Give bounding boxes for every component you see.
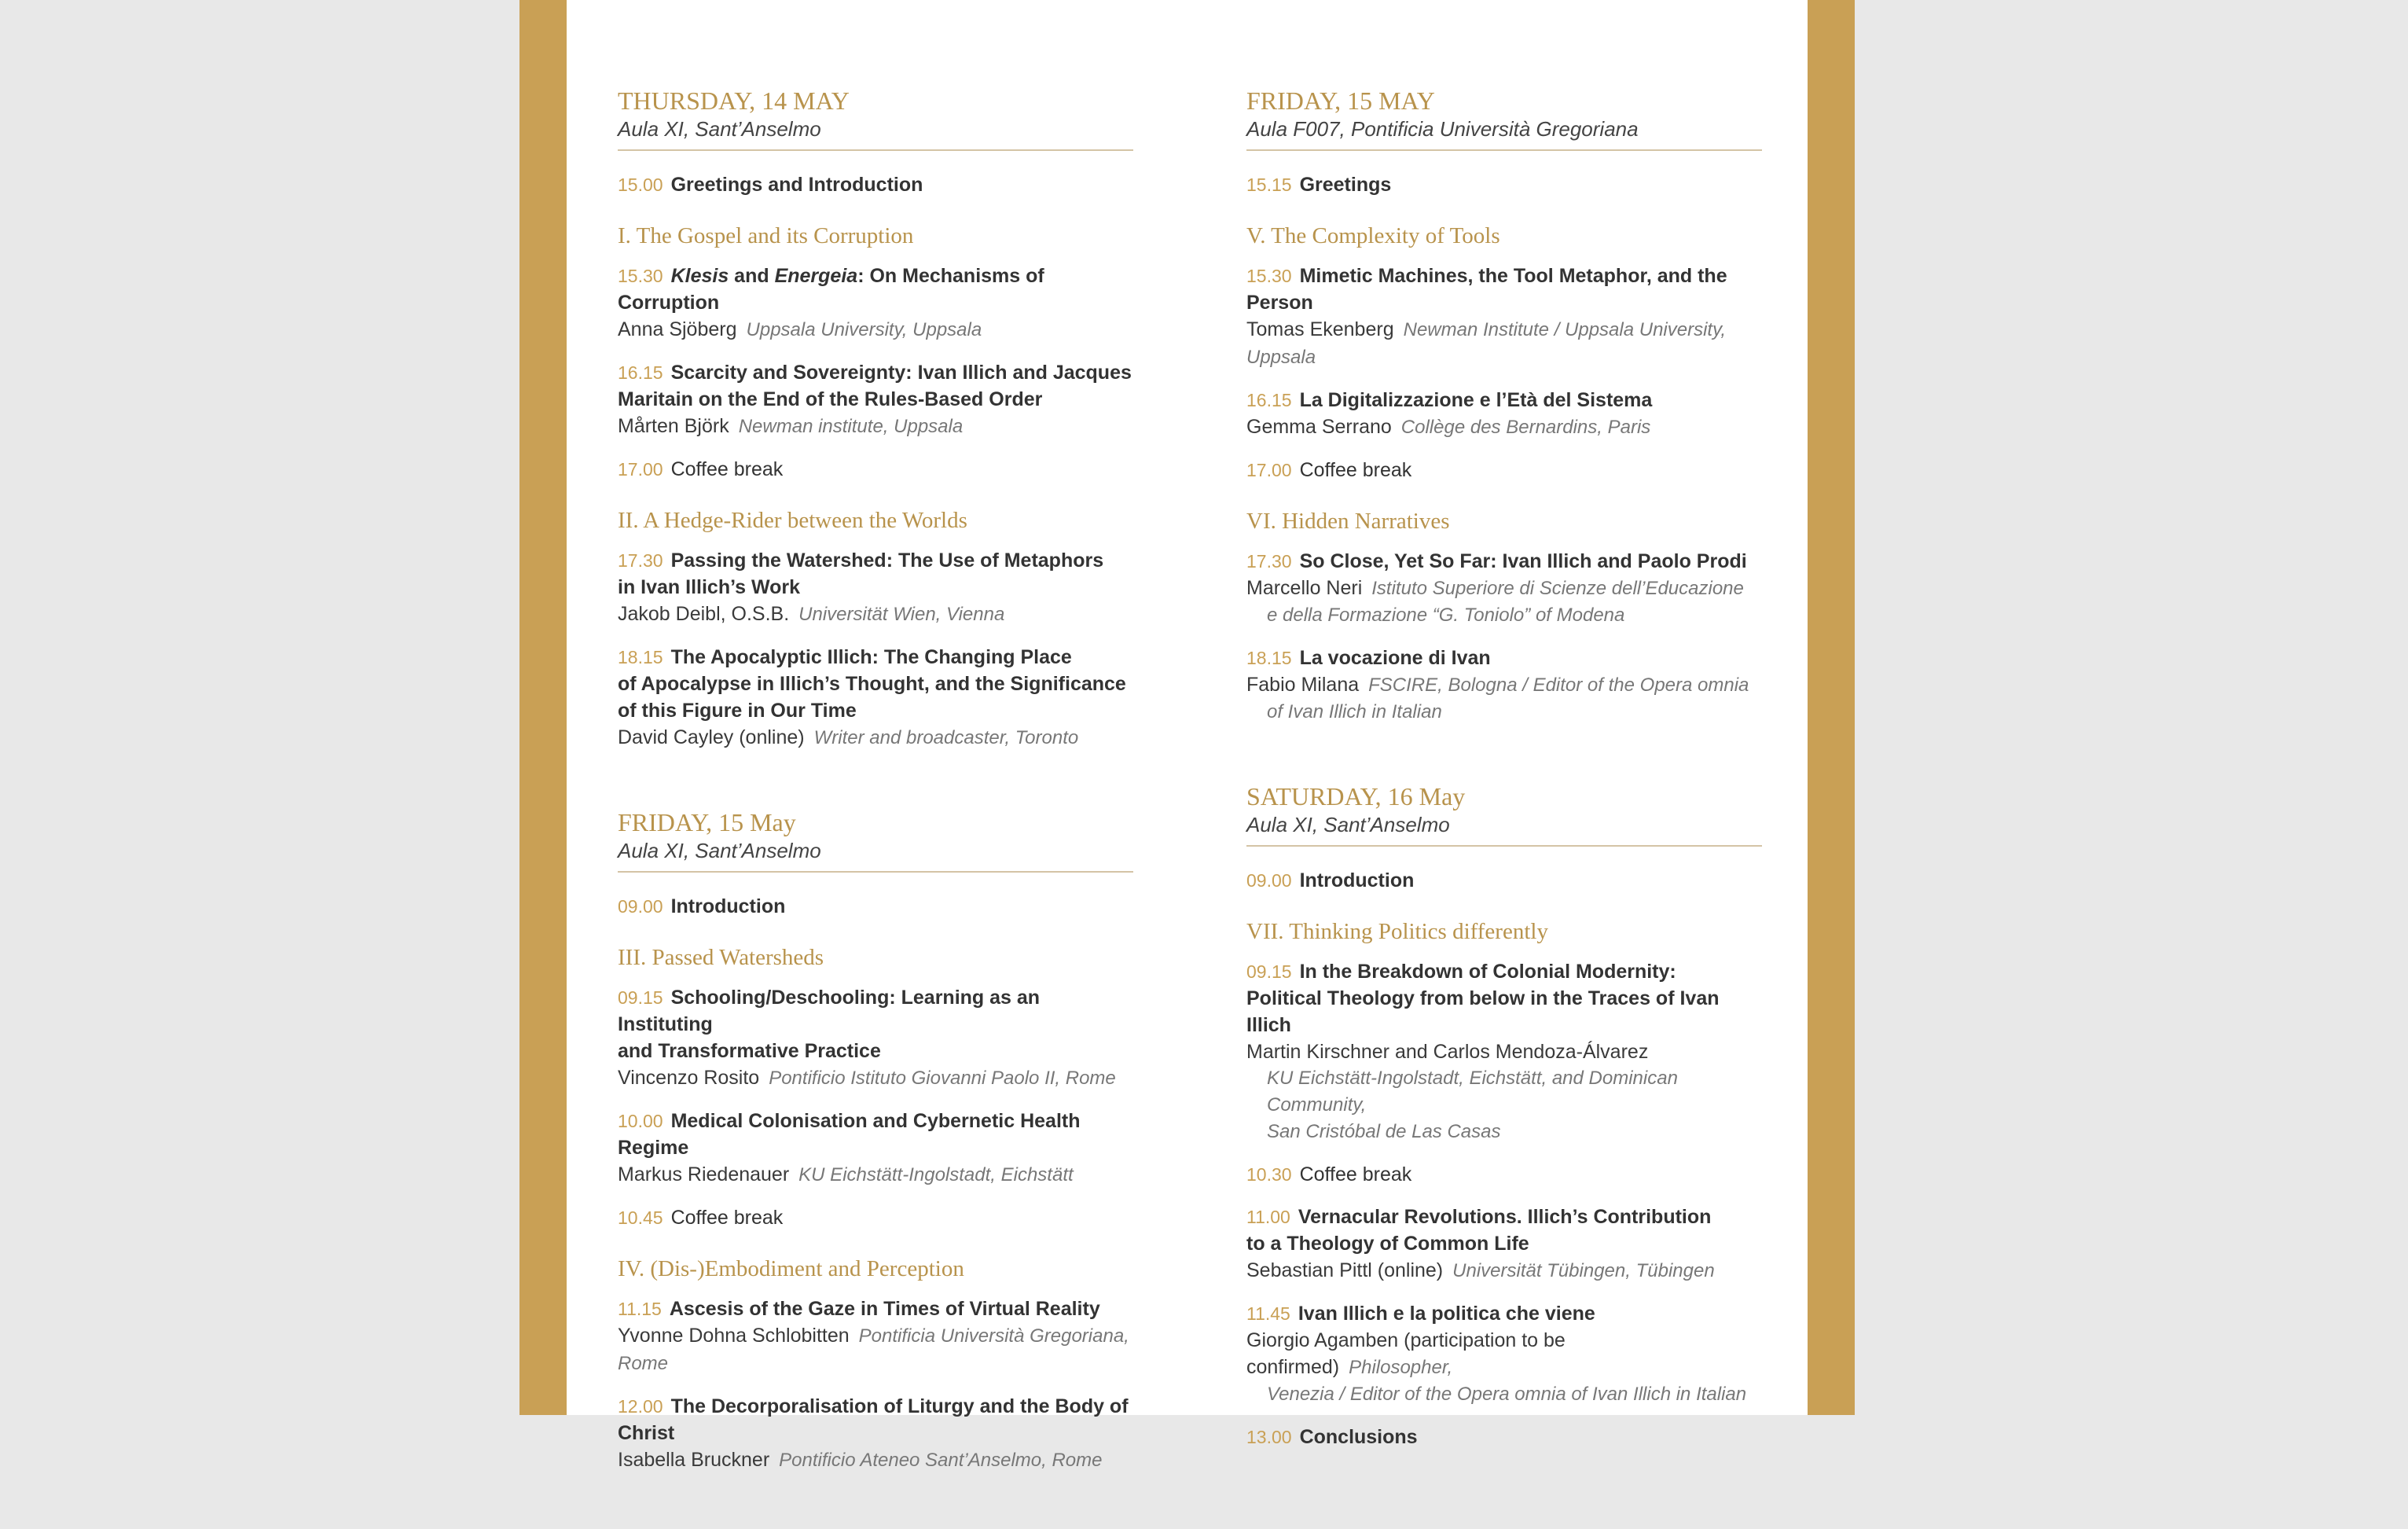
affiliation: KU Eichstätt-Ingolstadt, Eichstätt, and Dominican Community,	[1267, 1068, 1678, 1116]
talk-title: Introduction	[1299, 869, 1415, 891]
program-item	[1246, 1161, 1762, 1188]
talk-title: Political Theology from below in the Traces of Ivan Illich	[1246, 987, 1720, 1036]
time: 10.45	[618, 1207, 663, 1228]
speaker: Anna Sjöberg	[618, 318, 737, 340]
section-heading: IV. (Dis-)Embodiment and Perception	[618, 1256, 964, 1281]
affiliation: KU Eichstätt-Ingolstadt, Eichstätt	[798, 1164, 1074, 1185]
program-item	[1246, 263, 1762, 371]
speaker: Fabio Milana	[1246, 674, 1360, 696]
program-item	[618, 171, 1133, 198]
time: 17.30	[1246, 551, 1292, 572]
program-item	[1246, 1204, 1762, 1285]
right-column	[1246, 85, 1762, 1505]
day-title: FRIDAY, 15 MAY	[1246, 86, 1435, 115]
section-heading: VII. Thinking Politics differently	[1246, 919, 1548, 944]
time: 10.00	[618, 1111, 663, 1131]
section-heading: I. The Gospel and its Corruption	[618, 223, 914, 248]
section-heading: II. A Hedge-Rider between the Worlds	[618, 508, 967, 533]
program-item	[1246, 1424, 1762, 1450]
time: 11.00	[1246, 1207, 1290, 1227]
day-venue: Aula XI, Sant’Anselmo	[618, 838, 1133, 873]
talk-title: of this Figure in Our Time	[618, 700, 857, 722]
speaker: Vincenzo Rosito	[618, 1067, 760, 1089]
talk-title: Medical Colonisation and Cybernetic Health Regime	[618, 1110, 1081, 1159]
day-title: THURSDAY, 14 MAY	[618, 86, 850, 115]
program-item	[618, 263, 1133, 344]
program-item	[1246, 958, 1762, 1145]
speaker: Markus Riedenauer	[618, 1163, 790, 1185]
program-item	[618, 547, 1133, 628]
affiliation: Philosopher,	[1349, 1357, 1453, 1378]
affiliation: FSCIRE, Bologna / Editor of the Opera omnia	[1368, 674, 1749, 696]
coffee-break: Coffee break	[670, 458, 784, 480]
coffee-break: Coffee break	[1299, 459, 1412, 481]
affiliation: Universität Wien, Vienna	[798, 604, 1005, 625]
talk-title: and Transformative Practice	[618, 1040, 881, 1062]
talk-title: and	[729, 265, 775, 287]
program-item	[1246, 387, 1762, 441]
time: 17.00	[618, 459, 663, 480]
time: 11.45	[1246, 1303, 1290, 1324]
talk-title: In the Breakdown of Colonial Modernity:	[1299, 961, 1676, 983]
time: 09.00	[618, 896, 663, 917]
day-saturday	[1246, 781, 1762, 1450]
program-item	[618, 456, 1133, 483]
affiliation: Newman institute, Uppsala	[738, 416, 964, 437]
talk-title: Passing the Watershed: The Use of Metaphors	[670, 549, 1104, 572]
speaker: Marcello Neri	[1246, 577, 1363, 599]
program-item	[618, 1108, 1133, 1189]
talk-title: in Ivan Illich’s Work	[618, 576, 801, 598]
program-item	[1246, 548, 1762, 629]
speaker: Yvonne Dohna Schlobitten	[618, 1325, 850, 1347]
program-item	[1246, 645, 1762, 726]
talk-title: Vernacular Revolutions. Illich’s Contribution	[1298, 1206, 1712, 1228]
time: 15.30	[1246, 266, 1292, 286]
affiliation: Venezia / Editor of the Opera omnia of Ivan Illich in Italian	[1267, 1384, 1747, 1405]
time: 09.00	[1246, 870, 1292, 891]
talk-title: Maritain on the End of the Rules-Based Order	[618, 388, 1043, 410]
program-item	[1246, 867, 1762, 894]
affiliation: Universität Tübingen, Tübingen	[1452, 1260, 1715, 1281]
speaker: Gemma Serrano	[1246, 416, 1392, 438]
time: 15.30	[618, 266, 663, 286]
affiliation: Collège des Bernardins, Paris	[1400, 417, 1651, 438]
talk-title: La Digitalizzazione e l’Età del Sistema	[1299, 389, 1653, 411]
day-friday-afternoon	[1246, 85, 1762, 726]
speaker: Isabella Bruckner	[618, 1449, 770, 1471]
program-item	[1246, 457, 1762, 483]
talk-title: Introduction	[670, 895, 786, 917]
section-heading: III. Passed Watersheds	[618, 945, 824, 970]
program-item	[618, 984, 1133, 1092]
talk-title: The Apocalyptic Illich: The Changing Place	[670, 646, 1072, 668]
time: 16.15	[618, 362, 663, 383]
affiliation: Istituto Superiore di Scienze dell’Educazione	[1371, 578, 1744, 599]
time: 13.00	[1246, 1427, 1292, 1447]
day-venue: Aula F007, Pontificia Università Gregoriana	[1246, 116, 1762, 151]
affiliation: e della Formazione “G. Toniolo” of Modena	[1267, 605, 1625, 626]
talk-title: Ivan Illich e la politica che viene	[1298, 1303, 1595, 1325]
time: 09.15	[618, 987, 663, 1008]
day-thursday	[618, 85, 1133, 752]
affiliation: Uppsala University, Uppsala	[746, 319, 982, 340]
affiliation: Newman Institute / Uppsala University, Uppsala	[1246, 319, 1726, 368]
talk-title: Schooling/Deschooling: Learning as an Instituting	[618, 987, 1041, 1035]
time: 16.15	[1246, 390, 1292, 410]
left-column	[618, 85, 1133, 1529]
speaker: Sebastian Pittl (online)	[1246, 1259, 1444, 1281]
speaker: Martin Kirschner and Carlos Mendoza-Álvarez	[1246, 1041, 1649, 1063]
day-venue: Aula XI, Sant’Anselmo	[1246, 812, 1762, 847]
time: 09.15	[1246, 961, 1292, 982]
program-item	[1246, 1300, 1762, 1408]
section-heading: VI. Hidden Narratives	[1246, 509, 1450, 534]
talk-title: Scarcity and Sovereignty: Ivan Illich and Jacques	[670, 362, 1132, 384]
affiliation: Pontificio Ateneo Sant’Anselmo, Rome	[779, 1450, 1103, 1471]
program-item	[618, 1204, 1133, 1231]
talk-title: Conclusions	[1299, 1426, 1418, 1448]
time: 17.00	[1246, 460, 1292, 480]
affiliation: San Cristóbal de Las Casas	[1267, 1121, 1501, 1142]
time: 15.15	[1246, 175, 1292, 195]
speaker: David Cayley (online)	[618, 726, 805, 748]
day-friday-morning	[618, 807, 1133, 1474]
talk-title: to a Theology of Common Life	[1246, 1233, 1529, 1255]
program-item	[618, 1393, 1133, 1474]
talk-title: The Decorporalisation of Liturgy and the Body of Christ	[618, 1395, 1129, 1444]
affiliation: Pontificia Università Gregoriana, Rome	[618, 1325, 1129, 1374]
program-item	[618, 893, 1133, 920]
affiliation: of Ivan Illich in Italian	[1267, 701, 1442, 722]
program-item	[618, 644, 1133, 752]
talk-title: Greetings	[1299, 174, 1392, 196]
time: 17.30	[618, 550, 663, 571]
affiliation: Pontificio Istituto Giovanni Paolo II, Rome	[769, 1068, 1116, 1089]
program-item	[618, 359, 1133, 440]
time: 10.30	[1246, 1164, 1292, 1185]
day-venue: Aula XI, Sant’Anselmo	[618, 116, 1133, 151]
talk-title: of Apocalypse in Illich’s Thought, and the Significance	[618, 673, 1126, 695]
section-heading: V. The Complexity of Tools	[1246, 223, 1500, 248]
time: 15.00	[618, 175, 663, 195]
speaker: Giorgio Agamben (participation to be confirmed)	[1246, 1329, 1566, 1378]
time: 12.00	[618, 1396, 663, 1417]
day-title: FRIDAY, 15 May	[618, 808, 796, 836]
talk-title: Ascesis of the Gaze in Times of Virtual Reality	[669, 1298, 1100, 1320]
time: 11.15	[618, 1299, 662, 1319]
speaker: Tomas Ekenberg	[1246, 318, 1394, 340]
program-item	[1246, 171, 1762, 198]
talk-title: La vocazione di Ivan	[1299, 647, 1491, 669]
talk-title: : On Mechanisms of Corruption	[618, 265, 1044, 314]
coffee-break: Coffee break	[1299, 1163, 1412, 1185]
talk-title: Mimetic Machines, the Tool Metaphor, and the Person	[1246, 265, 1727, 314]
talk-title: Energeia	[774, 265, 858, 287]
time: 18.15	[618, 647, 663, 667]
affiliation: Writer and broadcaster, Toronto	[813, 727, 1079, 748]
talk-title: So Close, Yet So Far: Ivan Illich and Paolo Prodi	[1299, 550, 1747, 572]
talk-title: Klesis	[670, 265, 729, 287]
day-title: SATURDAY, 16 May	[1246, 782, 1466, 810]
program-item	[618, 1296, 1133, 1377]
talk-title: Greetings and Introduction	[670, 174, 923, 196]
speaker: Jakob Deibl, O.S.B.	[618, 603, 790, 625]
speaker: Mårten Björk	[618, 415, 729, 437]
coffee-break: Coffee break	[670, 1207, 784, 1229]
time: 18.15	[1246, 648, 1292, 668]
